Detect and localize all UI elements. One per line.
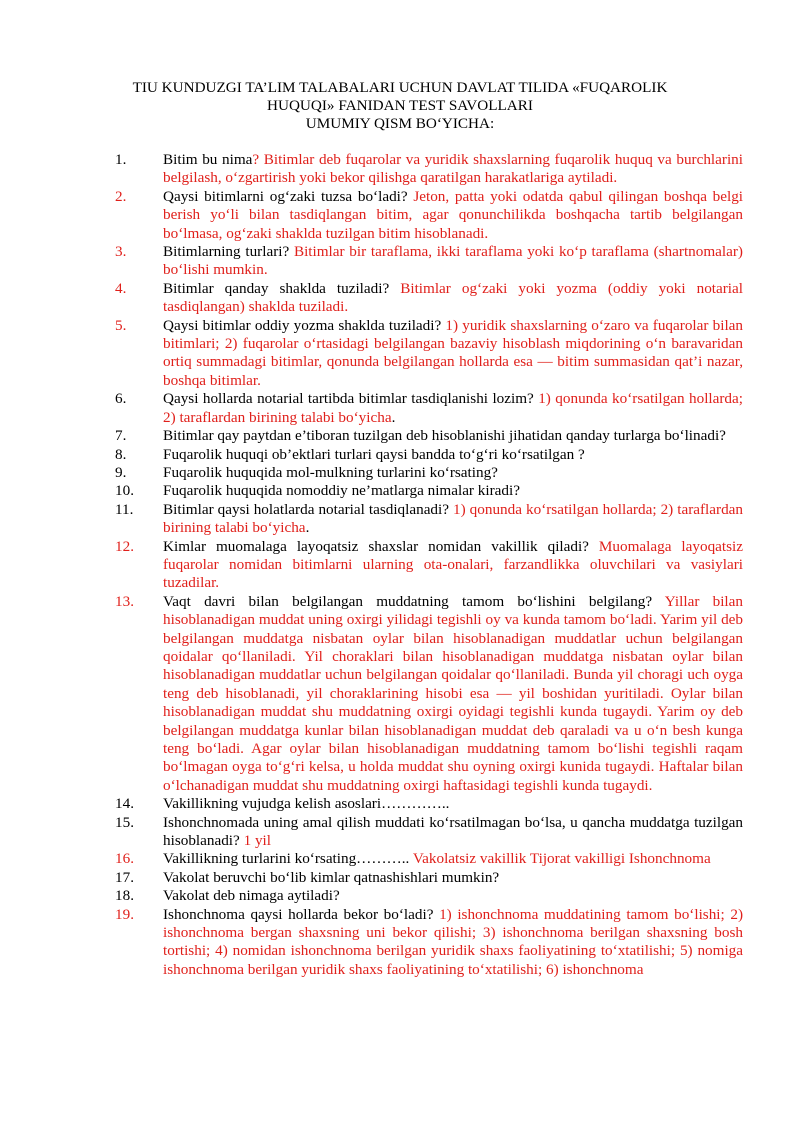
question-item [115,188,743,243]
question-body [163,482,743,500]
answer-text: 1) yuridik shaxslarning o‘zaro va fuqarolar bilan bitimlari; 2) fuqarolar o‘rtasidagi belgilangan bazaviy hisoblash miqdorining o‘n baravaridan ortiq summadagi bitimlar, qonunda belgilangan hollarda esa — bitim summasidan qat’i nazar, boshqa bitimlar. [163,316,743,389]
question-body [163,280,743,317]
question-body [163,538,743,593]
question-item [115,464,743,482]
answer-text: Jeton, patta yoki odatda qabul qilingan boshqa belgi berish yo‘li bilan tasdiqlangan bitim, agar qonunchilikda boshqacha tartib belgilangan bo‘lmasa, og‘zaki shaklda tuzilgan bitim hisoblanadi. [163,187,744,242]
question-text: Vakolat deb nimaga aytiladi? [163,887,340,905]
answer-text: Yillar bilan hisoblanadigan muddat uning oxirgi yilidagi tegishli oy va kunda tamom bo‘ladi. Yarim yil deb belgilangan muddatga nisbatan oylar bilan hisoblanadigan muddatlar uchun belgilangan qoidalar qo‘llaniladi. Yil choraklari bilan hisoblanadigan muddatga nisbatan oylar bilan hisoblanadigan muddatlar uchun belgilangan qoidalar qo‘llaniladi. Bunda yil choragi uch oyga teng deb hisoblanadi, yil choraklarining hisobi esa — yil boshidan yuritiladi. Oylar bilan hisoblanadigan muddat shu muddatning oxirgi oyidagi tegishli kunda tugaydi. Yarim oy deb belgilangan muddatga kunlar bilan hisoblanadigan muddat deb qaraladi va u o‘n besh kunga teng bo‘ladi. Agar oylar bilan hisoblanadigan muddatning tamom bo‘lishi tegishli raqam bo‘lmagan oyga to‘g‘ri kelsa, u holda muddat shu oyning oxirgi kunida tugaydi. Haftalar bilan o‘lchanadigan muddat shu muddatning oxirgi haftasidagi tegishli kunda tugaydi. [163,592,743,794]
question-body [163,390,743,427]
question-number: 8. [115,445,127,463]
question-item [115,317,743,391]
question-number: 16. [115,850,134,868]
question-text: Bitimlar qaysi holatlarda notarial tasdiqlanadi? [163,500,454,518]
question-number: 2. [115,187,127,205]
question-number: 13. [115,592,134,610]
question-item [115,446,743,464]
question-number: 4. [115,279,127,297]
answer-text: 1) qonunda ko‘rsatilgan hollarda; 2) taraflardan birining talabi bo‘yicha [163,390,743,426]
question-item [115,151,743,188]
question-body [163,317,743,391]
question-item [115,795,743,813]
question-text: Vakillikning turlarini ko‘rsating……….. [163,850,413,868]
question-text: Vakolat beruvchi bo‘lib kimlar qatnashishlari mumkin? [163,868,500,886]
question-text: Fuqarolik huquqida nomoddiy ne’matlarga nimalar kiradi? [163,482,520,500]
question-body [163,427,743,445]
question-item [115,390,743,427]
answer-text: 1 yil [243,832,271,850]
question-list [115,151,743,979]
document-title [110,79,690,133]
answer-text: 1) qonunda ko‘rsatilgan hollarda; 2) taraflardan birining talabi bo‘yicha [163,500,743,537]
question-body [163,464,743,482]
question-item [115,280,743,317]
question-body [163,188,743,243]
question-text: Fuqarolik huquqida mol-mulkning turlarini ko‘rsating? [163,463,498,481]
question-number: 5. [115,316,127,334]
title-line: TIU KUNDUZGI TA’LIM TALABALARI UCHUN DAVLAT TILIDA «FUQAROLIK [132,79,668,96]
question-body [163,243,743,280]
question-item [115,814,743,851]
question-number: 3. [115,243,127,261]
question-item [115,887,743,905]
question-number: 1. [115,151,127,168]
question-text: Ishonchnomada uning amal qilish muddati ko‘rsatilmagan bo‘lsa, u qancha muddatga tuzilgan hisoblanadi? [163,813,743,850]
question-body [163,906,743,980]
question-number: 17. [115,868,134,886]
question-number: 12. [115,537,134,555]
question-number: 19. [115,905,134,923]
question-body [163,446,743,464]
question-item [115,427,743,445]
answer-text: Bitimlar bir taraflama, ikki taraflama yoki ko‘p taraflama (shartnomalar) bo‘lishi mumkin. [163,243,743,279]
question-body [163,814,743,851]
question-item [115,482,743,500]
question-item [115,593,743,795]
question-body [163,887,743,905]
question-number: 10. [115,482,134,500]
question-number: 18. [115,887,134,905]
answer-text: Vakolatsiz vakillik Tijorat vakilligi Ishonchnoma [412,850,711,868]
question-item [115,906,743,980]
question-text: Bitim bu nima [163,151,253,168]
answer-text: Bitimlar og‘zaki yoki yozma (oddiy yoki notarial tasdiqlangan) shaklda tuziladi. [163,279,743,316]
question-body [163,869,743,887]
question-text: Ishonchnoma qaysi hollarda bekor bo‘ladi? [163,905,440,923]
title-line: HUQUQI» FANIDAN TEST SAVOLLARI [267,97,533,114]
question-item [115,538,743,593]
question-text: Qaysi bitimlarni og‘zaki tuzsa bo‘ladi? [163,187,414,205]
question-body [163,795,743,813]
question-text: Qaysi hollarda notarial tartibda bitimlar tasdiqlanishi lozim? [163,390,539,408]
question-item [115,243,743,280]
question-text: Bitimlar qay paytdan e’tiboran tuzilgan deb hisoblanishi jihatidan qanday turlarga bo‘linadi? [163,427,726,445]
question-trailing-punct: . [305,519,310,537]
question-text: Bitimlarning turlari? [163,243,294,261]
title-line: UMUMIY QISM BO‘YICHA: [305,115,495,132]
answer-text: Muomalaga layoqatsiz fuqarolar nomidan bitimlarni ularning ota-onalari, farzandlikka oluvchilari va vasiylari tuzadilar. [163,537,743,592]
question-body [163,593,743,795]
question-item [115,501,743,538]
answer-text: ? Bitimlar deb fuqarolar va yuridik shaxslarning fuqarolik huquq va burchlarini belgilash, o‘zgartirish yoki bekor qilishga qaratilgan harakatlariga aytiladi. [163,151,743,187]
question-text: Bitimlar qanday shaklda tuziladi? [163,279,401,297]
question-text: Vakillikning vujudga kelish asoslari………….. [163,795,450,813]
question-item [115,850,743,868]
question-trailing-punct: . [391,408,396,426]
question-body [163,850,743,868]
question-body [163,501,743,538]
question-text: Fuqarolik huquqi ob’ektlari turlari qaysi bandda to‘g‘ri ko‘rsatilgan ? [163,445,585,463]
question-number: 7. [115,427,127,445]
question-number: 6. [115,390,127,408]
question-number: 15. [115,813,134,831]
question-number: 9. [115,463,127,481]
question-body [163,151,743,188]
question-number: 14. [115,795,134,813]
question-text: Kimlar muomalaga layoqatsiz shaxslar nomidan vakillik qiladi? [163,537,599,555]
answer-text: 1) ishonchnoma muddatining tamom bo‘lishi; 2) ishonchnoma bergan shaxsning uni bekor qilishi; 3) ishonchnoma berilgan shaxsning bosh tortishi; 4) nomidan ishonchnoma berilgan yuridik shaxs faoliyatining to‘xtatilishi; 5) nomiga ishonchnoma berilgan yuridik shaxs faoliyatining to‘xtatilishi; 6) ishonchnoma [163,905,744,978]
question-text: Vaqt davri bilan belgilangan muddatning tamom bo‘lishini belgilang? [163,592,665,610]
question-item [115,869,743,887]
question-text: Qaysi bitimlar oddiy yozma shaklda tuziladi? [163,316,446,334]
question-number: 11. [115,500,134,518]
